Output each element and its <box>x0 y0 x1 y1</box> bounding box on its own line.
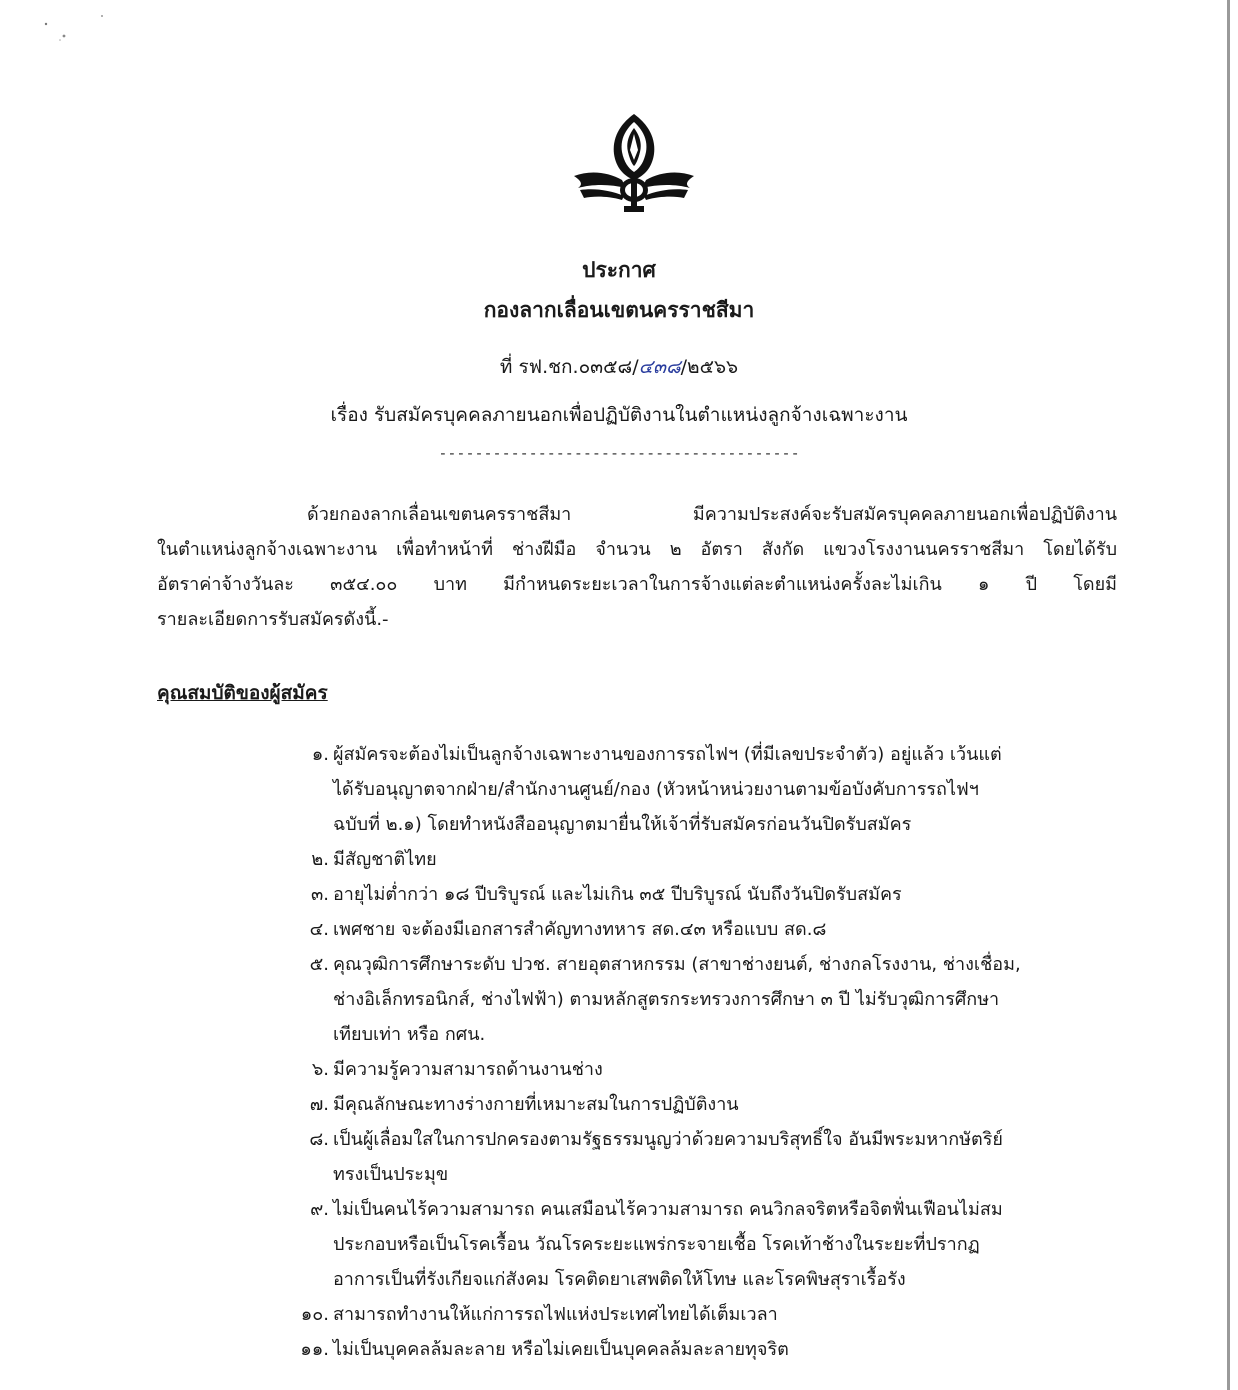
item-line: เพศชาย จะต้องมีเอกสารสำคัญทางทหาร สด.๔๓ หรือแบบ สด.๘ <box>333 919 827 940</box>
item-line: มีความรู้ความสามารถด้านงานช่าง <box>333 1059 603 1080</box>
organization-name: กองลากเลื่อนเขตนครราชสีมา <box>483 298 755 322</box>
item-number: ๗. <box>309 1094 329 1115</box>
item-line: มีสัญชาติไทย <box>333 849 437 870</box>
intro-line: รายละเอียดการรับสมัครดังนี้.- <box>157 609 389 630</box>
list-item <box>290 1122 1090 1192</box>
item-number: ๑. <box>311 744 329 765</box>
item-number: ๑๑. <box>300 1339 329 1360</box>
item-line: อายุไม่ต่ำกว่า ๑๘ ปีบริบูรณ์ และไม่เกิน ๓๕ ปีบริบูรณ์ นับถึงวันปิดรับสมัคร <box>333 884 902 905</box>
item-line: ผู้สมัครจะต้องไม่เป็นลูกจ้างเฉพาะงานของการรถไฟฯ (ที่มีเลขประจำตัว) อยู่แล้ว เว้นแต่ <box>333 744 1002 765</box>
item-line: ทรงเป็นประมุข <box>333 1164 449 1185</box>
list-item <box>290 737 1090 842</box>
scan-specks <box>40 10 140 50</box>
item-line: ประกอบหรือเป็นโรคเรื้อน วัณโรคระยะแพร่กระจายเชื้อ โรคเท้าช้างในระยะที่ปรากฏ <box>333 1234 980 1255</box>
item-line: เทียบเท่า หรือ กศน. <box>333 1024 486 1045</box>
list-item <box>290 1052 1090 1087</box>
item-line: เป็นผู้เลื่อมใสในการปกครองตามรัฐธรรมนูญว่าด้วยความบริสุทธิ์ใจ อันมีพระมหากษัตริย์ <box>333 1129 1003 1150</box>
qualifications-list <box>290 737 1090 1367</box>
scan-edge-line <box>1227 0 1230 1390</box>
doc-number-suffix: /๒๕๖๖ <box>680 356 739 378</box>
item-line: มีคุณลักษณะทางร่างกายที่เหมาะสมในการปฏิบัติงาน <box>333 1094 739 1115</box>
list-item <box>290 1332 1090 1367</box>
announcement-title: ประกาศ <box>582 258 656 282</box>
list-item <box>290 912 1090 947</box>
item-number: ๕. <box>309 954 329 975</box>
list-item <box>290 1192 1090 1297</box>
intro-paragraph <box>157 497 1117 637</box>
item-number: ๑๐. <box>300 1304 329 1325</box>
item-number: ๙. <box>310 1199 329 1220</box>
item-line: ได้รับอนุญาตจากฝ่าย/สำนักงานศูนย์/กอง (หัวหน้าหน่วยงานตามข้อบังคับการรถไฟฯ <box>333 779 979 800</box>
item-line: ไม่เป็นคนไร้ความสามารถ คนเสมือนไร้ความสามารถ คนวิกลจริตหรือจิตฟั่นเฟือนไม่สม <box>333 1199 1003 1220</box>
item-number: ๓. <box>310 884 329 905</box>
item-number: ๒. <box>311 849 329 870</box>
list-item <box>290 1087 1090 1122</box>
item-line: ช่างอิเล็กทรอนิกส์, ช่างไฟฟ้า) ตามหลักสูตรกระทรวงการศึกษา ๓ ปี ไม่รับวุฒิการศึกษา <box>333 989 1000 1010</box>
divider-line: ---------------------------------------- <box>438 444 800 462</box>
state-railway-emblem-icon <box>570 110 698 218</box>
list-item <box>290 947 1090 1052</box>
item-number: ๖. <box>311 1059 329 1080</box>
qualifications-heading: คุณสมบัติของผู้สมัคร <box>157 682 328 704</box>
item-line: สามารถทำงานให้แก่การรถไฟแห่งประเทศไทยได้เต็มเวลา <box>333 1304 778 1325</box>
list-item <box>290 842 1090 877</box>
subject-line: เรื่อง รับสมัครบุคคลภายนอกเพื่อปฏิบัติงานในตำแหน่งลูกจ้างเฉพาะงาน <box>330 404 908 426</box>
intro-line: ด้วยกองลากเลื่อนเขตนครราชสีมา มีความประสงค์จะรับสมัครบุคคลภายนอกเพื่อปฏิบัติงาน <box>307 504 1117 525</box>
doc-number-handwritten: ๔๓๘ <box>638 356 681 378</box>
list-item <box>290 1297 1090 1332</box>
item-number: ๔. <box>309 919 329 940</box>
intro-line: ในตำแหน่งลูกจ้างเฉพาะงาน เพื่อทำหน้าที่ ช่างฝีมือ จำนวน ๒ อัตรา สังกัด แขวงโรงงานนครราชสีมา โดยได้รับ <box>157 539 1117 560</box>
list-item <box>290 877 1090 912</box>
item-line: ไม่เป็นบุคคลล้มละลาย หรือไม่เคยเป็นบุคคลล้มละลายทุจริต <box>333 1339 789 1360</box>
intro-line: อัตราค่าจ้างวันละ ๓๕๔.๐๐ บาท มีกำหนดระยะเวลาในการจ้างแต่ละตำแหน่งครั้งละไม่เกิน ๑ ปี โดยมี <box>157 574 1117 595</box>
item-number: ๘. <box>309 1129 329 1150</box>
item-line: คุณวุฒิการศึกษาระดับ ปวช. สายอุตสาหกรรม (สาขาช่างยนต์, ช่างกลโรงงาน, ช่างเชื่อม, <box>333 954 1021 975</box>
document-number <box>0 352 1238 382</box>
doc-number-prefix: ที่ รฟ.ชก.๐๓๕๘/ <box>499 356 639 378</box>
item-line: อาการเป็นที่รังเกียจแก่สังคม โรคติดยาเสพติดให้โทษ และโรคพิษสุราเรื้อรัง <box>333 1269 906 1290</box>
item-line: ฉบับที่ ๒.๑) โดยทำหนังสืออนุญาตมายื่นให้เจ้าที่รับสมัครก่อนวันปิดรับสมัคร <box>333 814 912 835</box>
